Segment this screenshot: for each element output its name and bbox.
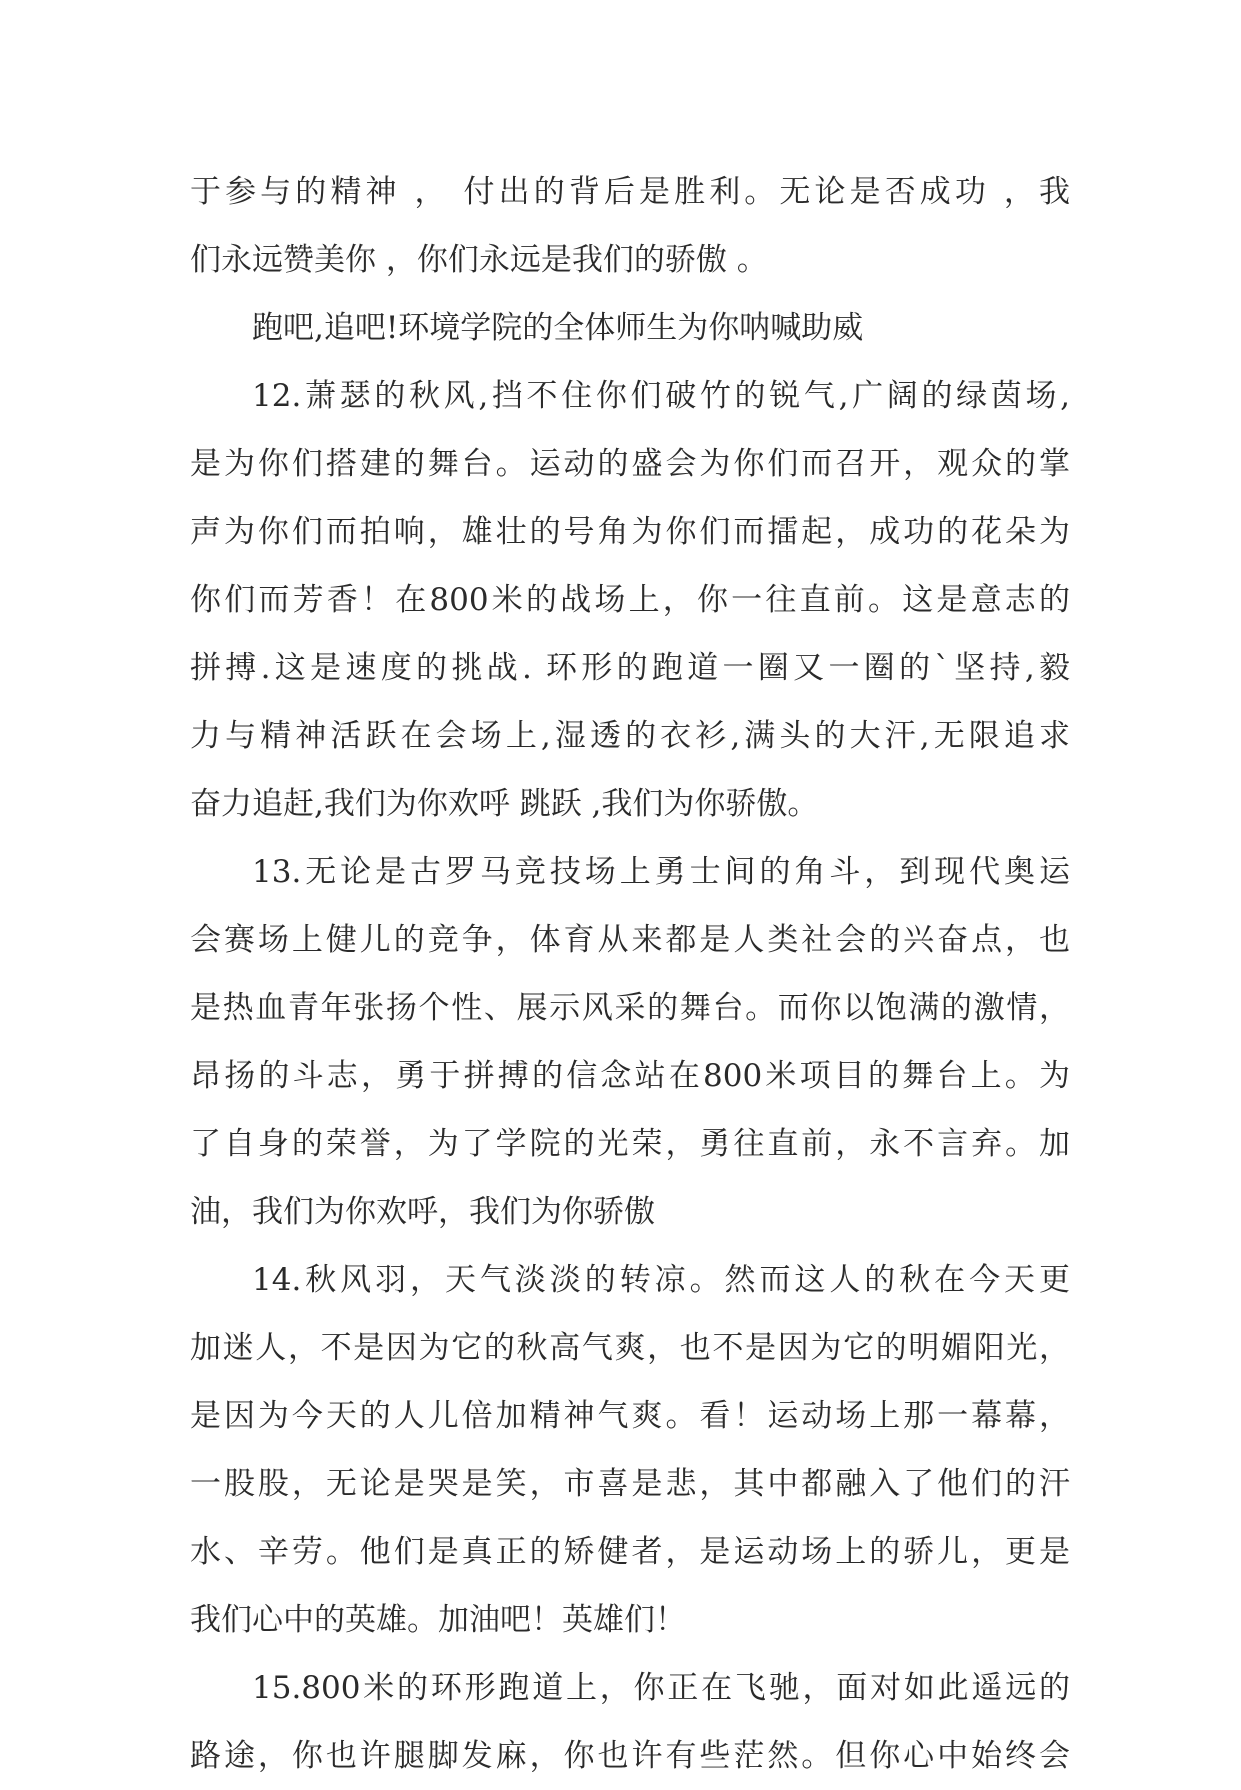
paragraph-12 bbox=[190, 362, 1070, 838]
text-line: 会赛场上健儿的竞争，体育从来都是人类社会的兴奋点，也 bbox=[190, 922, 1070, 958]
text-line: 15.800米的环形跑道上，你正在飞驰，面对如此遥远的 bbox=[252, 1670, 1070, 1706]
text-line: 跑吧,追吧!环境学院的全体师生为你呐喊助威 bbox=[252, 310, 864, 346]
text-line: 是热血青年张扬个性、展示风采的舞台。而你以饱满的激情， bbox=[190, 990, 1070, 1026]
text-line: 一股股，无论是哭是笑，市喜是悲，其中都融入了他们的汗 bbox=[190, 1466, 1070, 1502]
paragraph-14 bbox=[190, 1246, 1070, 1654]
text-line: 奋力追赶,我们为你欢呼 跳跃 ,我们为你骄傲。 bbox=[190, 786, 819, 822]
text-line: 水、辛劳。他们是真正的矫健者，是运动场上的骄儿，更是 bbox=[190, 1534, 1070, 1570]
document-body bbox=[190, 158, 1070, 1790]
text-line: 路途，你也许腿脚发麻，你也许有些茫然。但你心中始终会 bbox=[190, 1738, 1070, 1774]
text-line: 是为你们搭建的舞台。运动的盛会为你们而召开，观众的掌 bbox=[190, 446, 1070, 482]
text-line: 13.无论是古罗马竞技场上勇士间的角斗，到现代奥运 bbox=[252, 854, 1070, 890]
text-line: 拼搏.这是速度的挑战. 环形的跑道一圈又一圈的`坚持,毅 bbox=[190, 650, 1070, 686]
text-line: 于参与的精神 ， 付出的背后是胜利。无论是否成功 ，我 bbox=[190, 174, 1070, 210]
text-line: 加迷人，不是因为它的秋高气爽，也不是因为它的明媚阳光， bbox=[190, 1330, 1070, 1366]
paragraph-15 bbox=[190, 1654, 1070, 1790]
text-line: 14.秋风羽，天气淡淡的转凉。然而这人的秋在今天更 bbox=[252, 1262, 1070, 1298]
text-line: 昂扬的斗志，勇于拼搏的信念站在800米项目的舞台上。为 bbox=[190, 1058, 1070, 1094]
text-line: 声为你们而拍响，雄壮的号角为你们而擂起，成功的花朵为 bbox=[190, 514, 1070, 550]
text-line: 12.萧瑟的秋风,挡不住你们破竹的锐气,广阔的绿茵场, bbox=[252, 378, 1070, 414]
text-line: 我们心中的英雄。加油吧！英雄们！ bbox=[190, 1602, 686, 1638]
text-line: 了自身的荣誉，为了学院的光荣，勇往直前，永不言弃。加 bbox=[190, 1126, 1070, 1162]
paragraph-continued bbox=[190, 158, 1070, 294]
text-line: 们永远赞美你 ，你们永远是我们的骄傲 。 bbox=[190, 242, 768, 278]
paragraph-13 bbox=[190, 838, 1070, 1246]
text-line: 力与精神活跃在会场上,湿透的衣衫,满头的大汗,无限追求 bbox=[190, 718, 1070, 754]
text-line: 是因为今天的人儿倍加精神气爽。看！运动场上那一幕幕， bbox=[190, 1398, 1070, 1434]
paragraph-cheer bbox=[190, 294, 1070, 362]
text-line: 你们而芳香！在800米的战场上，你一往直前。这是意志的 bbox=[190, 582, 1070, 618]
text-line: 油，我们为你欢呼，我们为你骄傲 bbox=[190, 1194, 655, 1230]
